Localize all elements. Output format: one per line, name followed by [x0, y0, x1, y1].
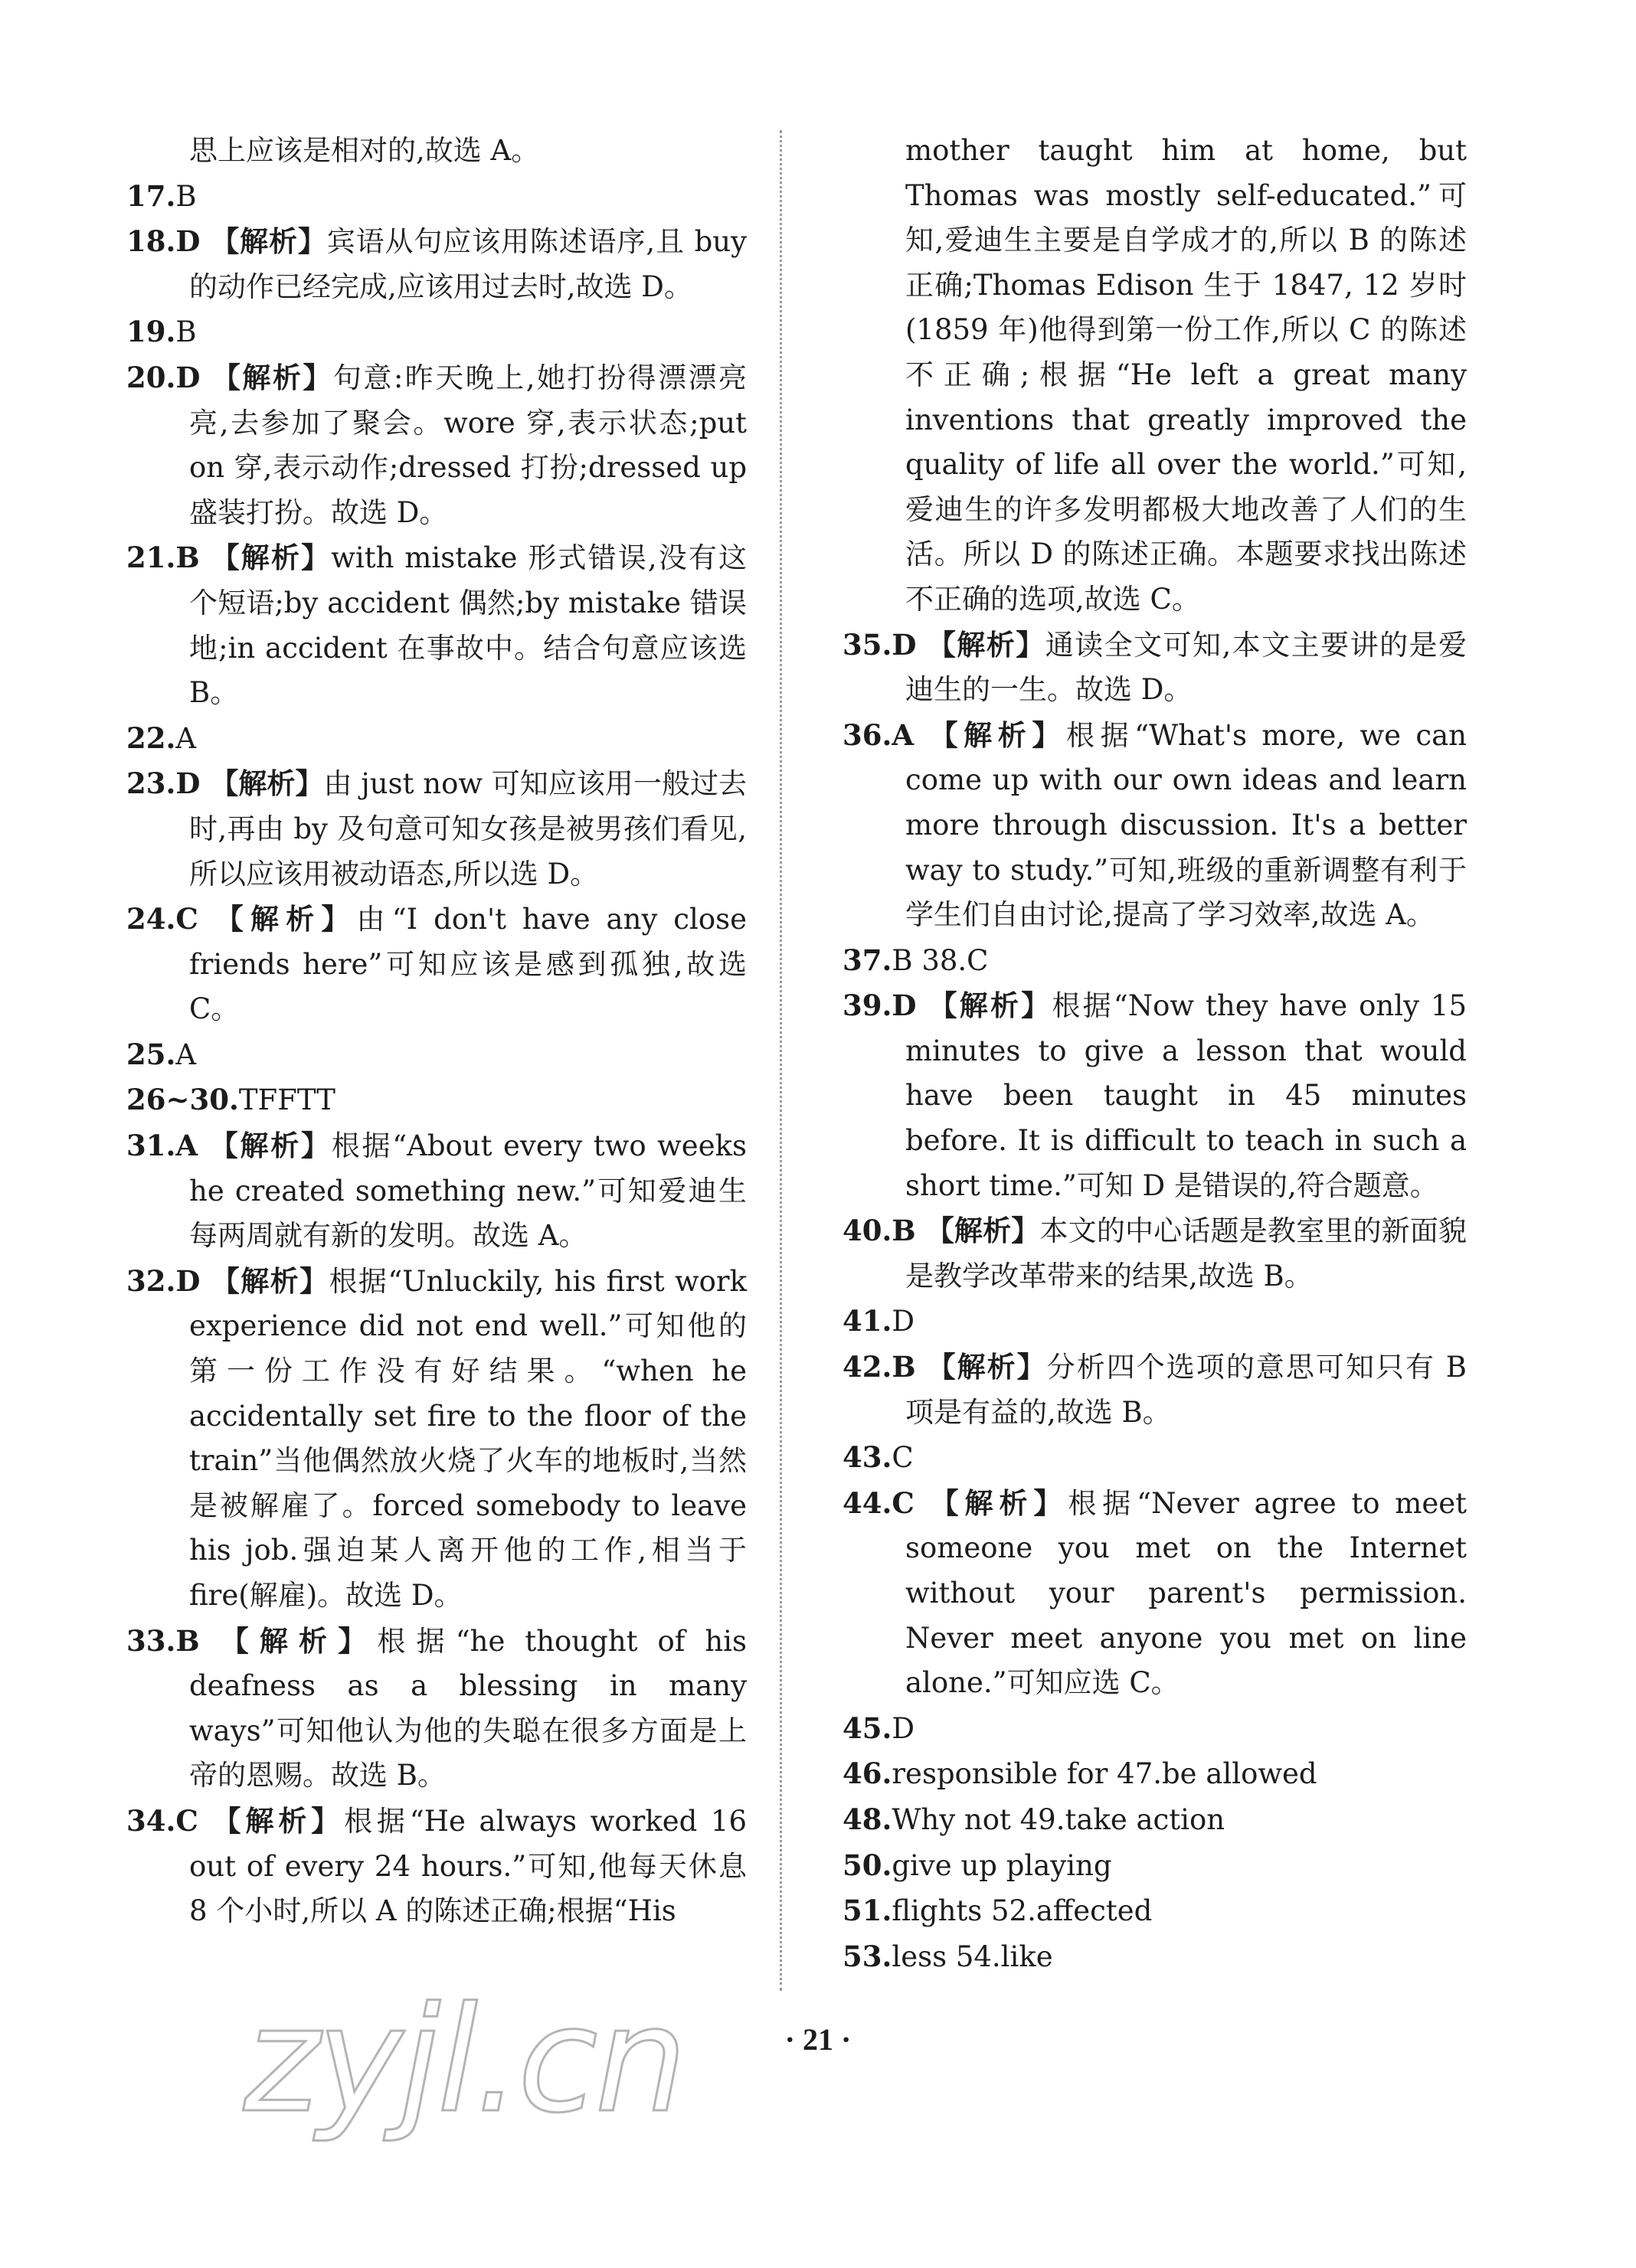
analysis-text: 根据“Unluckily, his first work experience did not end well.”可知他的第一份工作没有好结果。“when he accidentally set fire to the floor of the train”当他偶然放火烧了火车的地板时,当然是被解雇了。forced somebody to leave his job.强迫某人离开他的工作,相当于 fire(解雇)。故选 D。 — [189, 1264, 748, 1612]
analysis-tag: 【解析】 — [927, 1351, 1047, 1384]
question-number: 21. — [126, 541, 176, 575]
analysis-text: 宾语从句应该用陈述语序,且 buy 的动作已经完成,应该用过去时,故选 D。 — [189, 225, 748, 303]
watermark-logo: zyjl.cn — [244, 1976, 685, 2145]
analysis-text: 根据“He always worked 16 out of every 24 hours.”可知,他每天休息 8 个小时,所以 A 的陈述正确;根据“His — [189, 1804, 747, 1928]
question-number: 43. — [843, 1440, 892, 1475]
analysis-text: 根据“Never agree to meet someone you met on the Internet without your parent's permission. Never meet anyone you met on line alone.”可知应选 C。 — [905, 1486, 1467, 1700]
analysis-tag: 【解析】 — [929, 718, 1066, 752]
answer-text: B 38.C — [892, 943, 989, 977]
answer-entry — [126, 1077, 747, 1123]
answer-letter: B — [892, 1350, 928, 1384]
answer-entry — [126, 1032, 747, 1078]
answer-entry — [843, 1934, 1467, 1980]
question-number: 25. — [126, 1037, 176, 1071]
answer-letter: D — [175, 224, 211, 259]
answer-entry — [843, 1797, 1467, 1843]
answer-entry — [126, 535, 747, 715]
question-number: 18. — [126, 224, 176, 259]
analysis-text: 根据“What's more, we can come up with our own ideas and learn more through discussion. It's a better way to study.”可知,班级的重新调整有利于学生们自由讨论,提高了学习效率,故选 A。 — [905, 718, 1467, 932]
analysis-text: 根据“Now they have only 15 minutes to give a lesson that would have been taught in 45 minutes before. It is difficult to teach in such a short time.”可知 D 是错误的,符合题意。 — [905, 989, 1467, 1202]
analysis-tag: 【解析】 — [927, 628, 1045, 662]
right-column — [843, 129, 1467, 1979]
analysis-tag: 【解析】 — [210, 767, 324, 801]
page-number: · 21 · — [784, 2022, 852, 2057]
answer-letter: D — [175, 360, 212, 394]
answer-text: B — [175, 315, 197, 349]
answer-text: give up playing — [892, 1848, 1112, 1882]
answer-text: 思上应该是相对的,故选 A。 — [189, 134, 540, 167]
answer-letter: B — [175, 1623, 221, 1658]
answer-entry — [843, 1751, 1467, 1797]
question-number: 37. — [843, 943, 892, 977]
answer-entry — [843, 713, 1467, 938]
answer-entry — [843, 623, 1467, 713]
answer-text: A — [175, 1038, 197, 1071]
answer-entry — [126, 1123, 747, 1259]
analysis-tag: 【解析】 — [928, 989, 1052, 1023]
analysis-text: 由 just now 可知应该用一般过去时,再由 by 及句意可知女孩是被男孩们看见,所以应该用被动语态,所以选 D。 — [189, 767, 748, 891]
question-number: 42. — [843, 1350, 892, 1384]
answer-text: D — [892, 1305, 915, 1338]
answer-text: A — [175, 721, 197, 755]
answer-text: responsible for 47.be allowed — [892, 1757, 1317, 1791]
analysis-text: 分析四个选项的意思可知只有 B 项是有益的,故选 B。 — [905, 1351, 1467, 1429]
question-number: 41. — [843, 1304, 892, 1338]
question-number: 32. — [126, 1263, 176, 1298]
question-number: 36. — [843, 717, 892, 752]
analysis-tag: 【解析】 — [211, 1264, 329, 1298]
answer-text: C — [892, 1441, 914, 1475]
question-number: 50. — [843, 1848, 892, 1882]
question-number: 44. — [843, 1485, 892, 1520]
analysis-tag: 【解析】 — [214, 903, 357, 936]
question-number: 20. — [126, 360, 176, 394]
answer-letter: D — [175, 1263, 211, 1298]
answer-entry — [126, 1619, 747, 1799]
analysis-text: 本文的中心话题是教室里的新面貌是教学改革带来的结果,故选 B。 — [905, 1214, 1467, 1292]
answer-text: B — [175, 179, 197, 213]
analysis-text: 根据“About every two weeks he created something new.”可知爱迪生每两周就有新的发明。故选 A。 — [189, 1129, 748, 1253]
analysis-tag: 【解析】 — [209, 1129, 332, 1163]
answer-text: mother taught him at home, but Thomas was mostly self-educated.”可知,爱迪生主要是自学成才的,所以 B 的陈述正确;Thomas Edison 生于 1847, 12 岁时(1859 年)他得到第一份工作,所以 C 的陈述不正确;根据“He left a great many inventions that greatly improved the quality of life all over the world.”可知,爱迪生的许多发明都极大地改善了人们的生活。所以 D 的陈述正确。本题要求找出陈述不正确的选项,故选 C。 — [905, 134, 1467, 616]
analysis-tag: 【解析】 — [212, 1804, 345, 1838]
answer-entry — [843, 1843, 1467, 1889]
answer-entry — [126, 355, 747, 535]
answer-letter: D — [892, 989, 929, 1023]
answer-text: Why not 49.take action — [892, 1802, 1225, 1836]
question-number: 45. — [843, 1711, 892, 1745]
question-number: 26~30. — [126, 1083, 239, 1117]
question-number: 48. — [843, 1802, 892, 1836]
answer-entry — [843, 1299, 1467, 1345]
answer-letter: C — [892, 1485, 931, 1520]
answer-entry — [126, 1799, 747, 1934]
answer-entry — [126, 761, 747, 897]
question-number: 51. — [843, 1894, 892, 1928]
column-divider — [780, 130, 782, 1991]
question-number: 46. — [843, 1757, 892, 1791]
answer-text: flights 52.affected — [892, 1894, 1153, 1928]
answer-letter: B — [892, 1214, 926, 1248]
answer-entry — [843, 129, 1467, 623]
analysis-tag: 【解析】 — [211, 541, 332, 575]
answer-entry — [126, 716, 747, 762]
analysis-tag: 【解析】 — [220, 1624, 378, 1658]
analysis-text: with mistake 形式错误,没有这个短语;by accident 偶然;by mistake 错误地;in accident 在事故中。结合句意应该选 B。 — [189, 541, 748, 710]
answer-entry — [843, 1888, 1467, 1934]
answer-entry — [126, 309, 747, 355]
answer-text: D — [892, 1711, 915, 1745]
answer-text: less 54.like — [892, 1940, 1053, 1973]
answer-letter: C — [175, 902, 215, 936]
question-number: 24. — [126, 902, 176, 936]
answer-entry — [126, 897, 747, 1032]
question-number: 35. — [843, 627, 892, 662]
question-number: 17. — [126, 178, 176, 213]
analysis-tag: 【解析】 — [211, 225, 327, 259]
question-number: 23. — [126, 766, 176, 801]
answer-letter: D — [892, 627, 928, 662]
answer-letter: A — [892, 717, 930, 752]
answer-letter: B — [175, 541, 211, 575]
analysis-text: 句意:昨天晚上,她打扮得漂漂亮亮,去参加了聚会。wore 穿,表示状态;put on 穿,表示动作;dressed 打扮;dressed up 盛装打扮。故选 D。 — [189, 361, 747, 529]
analysis-text: 根据“he thought of his deafness as a blessing in many ways”可知他认为他的失聪在很多方面是上帝的恩赐。故选 B。 — [189, 1624, 748, 1793]
question-number: 34. — [126, 1803, 176, 1838]
answer-entry — [843, 1435, 1467, 1481]
answer-entry — [126, 129, 747, 174]
question-number: 53. — [843, 1939, 892, 1973]
question-number: 22. — [126, 721, 176, 755]
answer-letter: D — [175, 766, 211, 801]
answer-entry — [843, 983, 1467, 1208]
left-column — [126, 129, 747, 1934]
question-number: 39. — [843, 989, 892, 1023]
answer-entry — [843, 1208, 1467, 1299]
analysis-text: 通读全文可知,本文主要讲的是爱迪生的一生。故选 D。 — [905, 628, 1467, 707]
answer-text: TFFTT — [238, 1083, 335, 1117]
answer-letter: A — [175, 1129, 210, 1163]
question-number: 33. — [126, 1623, 176, 1658]
answer-entry — [843, 1345, 1467, 1435]
analysis-tag: 【解析】 — [930, 1486, 1068, 1520]
answer-entry — [843, 1481, 1467, 1706]
answer-entry — [843, 1706, 1467, 1752]
question-number: 31. — [126, 1129, 176, 1163]
analysis-tag: 【解析】 — [925, 1214, 1040, 1248]
question-number: 40. — [843, 1214, 892, 1248]
analysis-tag: 【解析】 — [211, 361, 333, 394]
analysis-text: 由“I don't have any close friends here”可知应该是感到孤独,故选 C。 — [189, 903, 747, 1026]
question-number: 19. — [126, 315, 176, 349]
answer-entry — [843, 938, 1467, 984]
answer-entry — [126, 1259, 747, 1619]
answer-letter: C — [175, 1803, 213, 1838]
answer-entry — [126, 174, 747, 220]
answer-entry — [126, 219, 747, 309]
